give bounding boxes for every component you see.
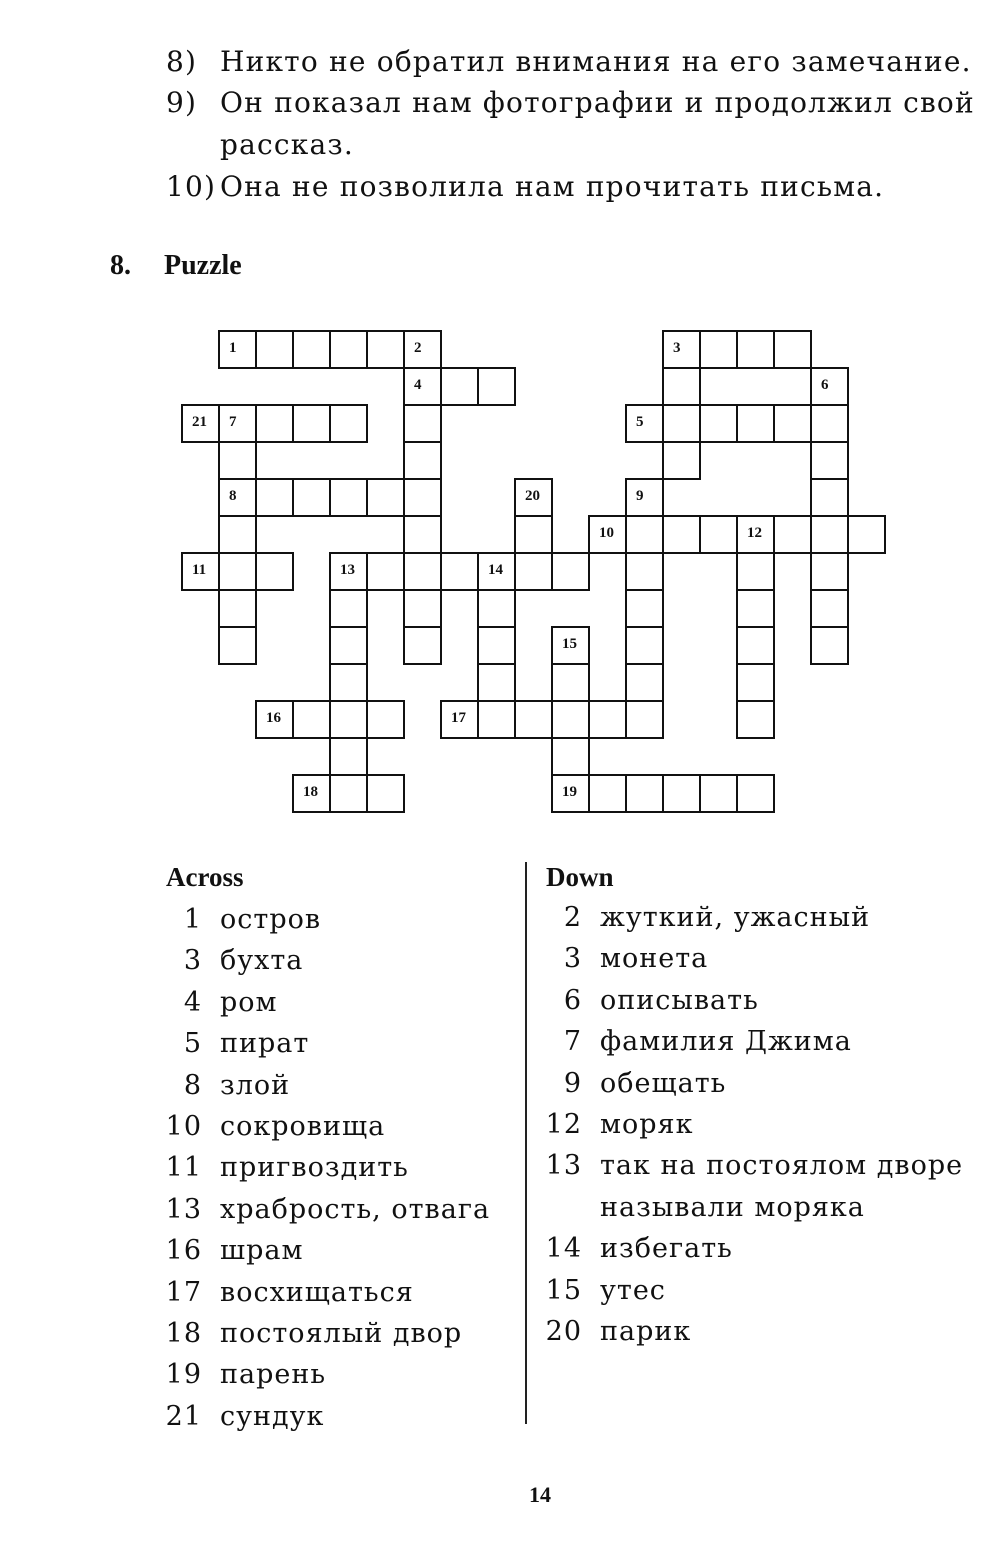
crossword-cell[interactable] xyxy=(810,478,849,517)
crossword-cell[interactable] xyxy=(329,737,368,776)
crossword-cell[interactable] xyxy=(403,404,442,443)
crossword-cell[interactable] xyxy=(477,552,516,591)
crossword-cell[interactable] xyxy=(625,774,664,813)
crossword-cell[interactable] xyxy=(588,700,627,739)
crossword-cell[interactable] xyxy=(810,589,849,628)
crossword-cell[interactable] xyxy=(588,515,627,554)
crossword-cell[interactable] xyxy=(292,700,331,739)
clue-text: постоялый двор xyxy=(220,1318,463,1349)
clue-number-label: 10 xyxy=(599,525,614,541)
crossword-cell[interactable] xyxy=(329,663,368,702)
sentence-text: рассказ. xyxy=(220,128,354,161)
crossword-cell[interactable] xyxy=(514,515,553,554)
crossword-cell[interactable] xyxy=(292,330,331,369)
crossword-cell[interactable] xyxy=(403,626,442,665)
crossword-cell[interactable] xyxy=(218,552,257,591)
crossword-cell[interactable] xyxy=(551,663,590,702)
crossword-cell[interactable] xyxy=(736,626,775,665)
crossword-cell[interactable] xyxy=(625,404,664,443)
section-heading: Puzzle xyxy=(164,250,242,281)
crossword-cell[interactable] xyxy=(440,700,479,739)
clue-text: описывать xyxy=(600,984,759,1016)
crossword-cell[interactable] xyxy=(403,515,442,554)
crossword-cell[interactable] xyxy=(181,404,220,443)
clue-number: 3 xyxy=(563,943,582,975)
clue-number-label: 13 xyxy=(340,562,355,578)
crossword-cell[interactable] xyxy=(736,700,775,739)
clue-number: 11 xyxy=(165,1152,202,1184)
crossword-cell[interactable] xyxy=(662,404,701,443)
sentence-number: 8) xyxy=(166,45,198,78)
page-number: 14 xyxy=(529,1482,551,1507)
clue-number: 18 xyxy=(165,1318,202,1349)
crossword-cell[interactable] xyxy=(699,330,738,369)
column-divider xyxy=(525,862,527,1424)
crossword-cell[interactable] xyxy=(366,330,405,369)
crossword-cell[interactable] xyxy=(736,404,775,443)
crossword-cell[interactable] xyxy=(255,700,294,739)
crossword-cell[interactable] xyxy=(403,478,442,517)
clue-text: пригвоздить xyxy=(220,1152,409,1184)
clue-number-label: 14 xyxy=(488,562,503,578)
sentence-text: Она не позволила нам прочитать письма. xyxy=(220,170,885,203)
clue-text: восхищаться xyxy=(220,1276,414,1308)
crossword-cell[interactable] xyxy=(625,700,664,739)
crossword-cell[interactable] xyxy=(477,626,516,665)
crossword-cell[interactable] xyxy=(218,478,257,517)
clue-number: 3 xyxy=(183,945,202,977)
clue-number: 4 xyxy=(183,986,202,1018)
clue-text: монета xyxy=(600,943,709,975)
clue-text: парик xyxy=(600,1316,692,1347)
crossword-cell[interactable] xyxy=(440,552,479,591)
crossword-cell[interactable] xyxy=(403,589,442,628)
crossword-cell[interactable] xyxy=(662,515,701,554)
crossword-cell[interactable] xyxy=(403,552,442,591)
clue-number: 14 xyxy=(545,1233,582,1265)
crossword-cell[interactable] xyxy=(329,626,368,665)
clue-number-label: 16 xyxy=(266,710,281,726)
sentence-number: 9) xyxy=(166,86,198,119)
clue-text: сокровища xyxy=(220,1111,386,1142)
clue-text: бухта xyxy=(220,945,304,977)
crossword-cell[interactable] xyxy=(181,552,220,591)
crossword-cell[interactable] xyxy=(736,330,775,369)
clue-number-label: 20 xyxy=(525,488,540,504)
clue-number: 20 xyxy=(545,1316,582,1347)
crossword-cell[interactable] xyxy=(329,478,368,517)
crossword-cell[interactable] xyxy=(810,441,849,480)
crossword-cell[interactable] xyxy=(662,774,701,813)
crossword-cell[interactable] xyxy=(847,515,886,554)
crossword-cell[interactable] xyxy=(292,478,331,517)
clue-number: 5 xyxy=(183,1028,202,1060)
crossword-cell[interactable] xyxy=(477,589,516,628)
crossword-cell[interactable] xyxy=(810,626,849,665)
crossword-cell[interactable] xyxy=(255,552,294,591)
clue-text: называли моряка xyxy=(600,1191,865,1223)
clue-number: 15 xyxy=(545,1274,582,1306)
clue-text: сундук xyxy=(220,1400,325,1432)
clue-text: парень xyxy=(220,1359,327,1391)
clue-number-label: 1 xyxy=(229,340,237,356)
clue-number-label: 17 xyxy=(451,710,466,726)
sentence-number: 10) xyxy=(166,170,217,203)
crossword-cell[interactable] xyxy=(773,404,812,443)
clue-number: 16 xyxy=(165,1235,202,1267)
clue-number-label: 12 xyxy=(747,525,762,541)
crossword-cell[interactable] xyxy=(514,478,553,517)
crossword-cell[interactable] xyxy=(403,441,442,480)
crossword-cell[interactable] xyxy=(810,367,849,406)
crossword-cell[interactable] xyxy=(329,330,368,369)
crossword-cell[interactable] xyxy=(625,552,664,591)
crossword-cell[interactable] xyxy=(255,404,294,443)
crossword-cell[interactable] xyxy=(218,441,257,480)
crossword-cell[interactable] xyxy=(218,626,257,665)
crossword-cell[interactable] xyxy=(551,626,590,665)
clue-text: избегать xyxy=(600,1233,733,1265)
crossword-cell[interactable] xyxy=(255,330,294,369)
clue-number-label: 15 xyxy=(562,636,577,652)
clue-number-label: 6 xyxy=(821,377,829,393)
crossword-cell[interactable] xyxy=(551,774,590,813)
crossword-cell[interactable] xyxy=(810,404,849,443)
clue-number-label: 4 xyxy=(414,377,422,393)
clue-number: 6 xyxy=(563,984,582,1016)
crossword-cell[interactable] xyxy=(329,700,368,739)
crossword-cell[interactable] xyxy=(403,367,442,406)
clue-text: пират xyxy=(220,1028,310,1060)
clue-number-label: 9 xyxy=(636,488,644,504)
clue-number-label: 21 xyxy=(192,414,207,430)
crossword-cell[interactable] xyxy=(699,515,738,554)
sentence-text: Никто не обратил внимания на его замечание. xyxy=(220,45,972,78)
clue-text: злой xyxy=(220,1069,291,1101)
crossword-cell[interactable] xyxy=(366,774,405,813)
clue-number-label: 19 xyxy=(562,784,577,800)
crossword-cell[interactable] xyxy=(514,552,553,591)
crossword-cell[interactable] xyxy=(625,589,664,628)
crossword-cell[interactable] xyxy=(329,774,368,813)
clue-number-label: 8 xyxy=(229,488,237,504)
crossword-cell[interactable] xyxy=(477,700,516,739)
crossword-cell[interactable] xyxy=(736,552,775,591)
crossword-cell[interactable] xyxy=(551,552,590,591)
clue-number: 12 xyxy=(545,1109,582,1140)
across-heading: Across xyxy=(166,862,244,892)
down-heading: Down xyxy=(546,862,614,892)
clue-text: так на постоялом дворе xyxy=(600,1150,964,1182)
crossword-cell[interactable] xyxy=(292,774,331,813)
crossword-cell[interactable] xyxy=(662,367,701,406)
crossword-cell[interactable] xyxy=(403,330,442,369)
crossword-cell[interactable] xyxy=(810,552,849,591)
crossword-cell[interactable] xyxy=(477,367,516,406)
crossword-cell[interactable] xyxy=(477,663,516,702)
crossword-cell[interactable] xyxy=(662,330,701,369)
clue-text: обещать xyxy=(600,1067,727,1099)
clue-number: 7 xyxy=(563,1026,582,1058)
clue-text: остров xyxy=(220,904,322,935)
crossword-cell[interactable] xyxy=(366,478,405,517)
crossword-cell[interactable] xyxy=(736,663,775,702)
crossword-cell[interactable] xyxy=(625,478,664,517)
crossword-cell[interactable] xyxy=(366,700,405,739)
clue-text: шрам xyxy=(220,1235,304,1267)
clue-number-label: 7 xyxy=(229,414,237,430)
clue-text: храбрость, отвага xyxy=(220,1193,491,1225)
clue-number-label: 2 xyxy=(414,340,422,356)
clue-number: 1 xyxy=(183,904,202,935)
clue-number: 13 xyxy=(165,1193,202,1225)
clue-text: жуткий, ужасный xyxy=(600,902,871,933)
section-number: 8. xyxy=(110,250,131,281)
crossword-cell[interactable] xyxy=(810,515,849,554)
clue-number-label: 11 xyxy=(192,562,207,578)
crossword-cell[interactable] xyxy=(699,774,738,813)
crossword-cell[interactable] xyxy=(329,404,368,443)
clue-number: 13 xyxy=(545,1150,582,1182)
crossword-cell[interactable] xyxy=(773,515,812,554)
clue-number-label: 18 xyxy=(303,784,318,800)
crossword-cell[interactable] xyxy=(736,774,775,813)
clue-number: 2 xyxy=(563,902,582,933)
crossword-cell[interactable] xyxy=(218,515,257,554)
sentence-text: Он показал нам фотографии и продолжил свой xyxy=(220,86,975,119)
crossword-cell[interactable] xyxy=(625,515,664,554)
crossword-cell[interactable] xyxy=(773,330,812,369)
clue-number: 10 xyxy=(165,1111,202,1142)
clue-number-label: 5 xyxy=(636,414,644,430)
clue-text: моряк xyxy=(600,1109,694,1140)
crossword-cell[interactable] xyxy=(625,663,664,702)
crossword-cell[interactable] xyxy=(255,478,294,517)
crossword-cell[interactable] xyxy=(218,404,257,443)
crossword-cell[interactable] xyxy=(329,552,368,591)
crossword-cell[interactable] xyxy=(736,515,775,554)
crossword-cell[interactable] xyxy=(551,700,590,739)
clue-number: 8 xyxy=(183,1069,202,1101)
clue-number: 9 xyxy=(563,1067,582,1099)
crossword-cell[interactable] xyxy=(292,404,331,443)
crossword-cell[interactable] xyxy=(218,330,257,369)
clue-text: утес xyxy=(600,1274,666,1306)
clue-number: 19 xyxy=(165,1359,202,1391)
crossword-cell[interactable] xyxy=(662,441,701,480)
clue-text: фамилия Джима xyxy=(600,1026,852,1058)
crossword-cell[interactable] xyxy=(514,700,553,739)
clue-number-label: 3 xyxy=(673,340,681,356)
crossword-cell[interactable] xyxy=(551,737,590,776)
clue-number: 17 xyxy=(165,1276,202,1308)
crossword-cell[interactable] xyxy=(736,589,775,628)
clue-text: ром xyxy=(220,986,278,1018)
crossword-cell[interactable] xyxy=(699,404,738,443)
crossword-cell[interactable] xyxy=(440,367,479,406)
crossword-cell[interactable] xyxy=(625,626,664,665)
crossword-cell[interactable] xyxy=(588,774,627,813)
clue-number: 21 xyxy=(165,1400,202,1432)
crossword-cell[interactable] xyxy=(366,552,405,591)
crossword-cell[interactable] xyxy=(329,589,368,628)
crossword-cell[interactable] xyxy=(218,589,257,628)
